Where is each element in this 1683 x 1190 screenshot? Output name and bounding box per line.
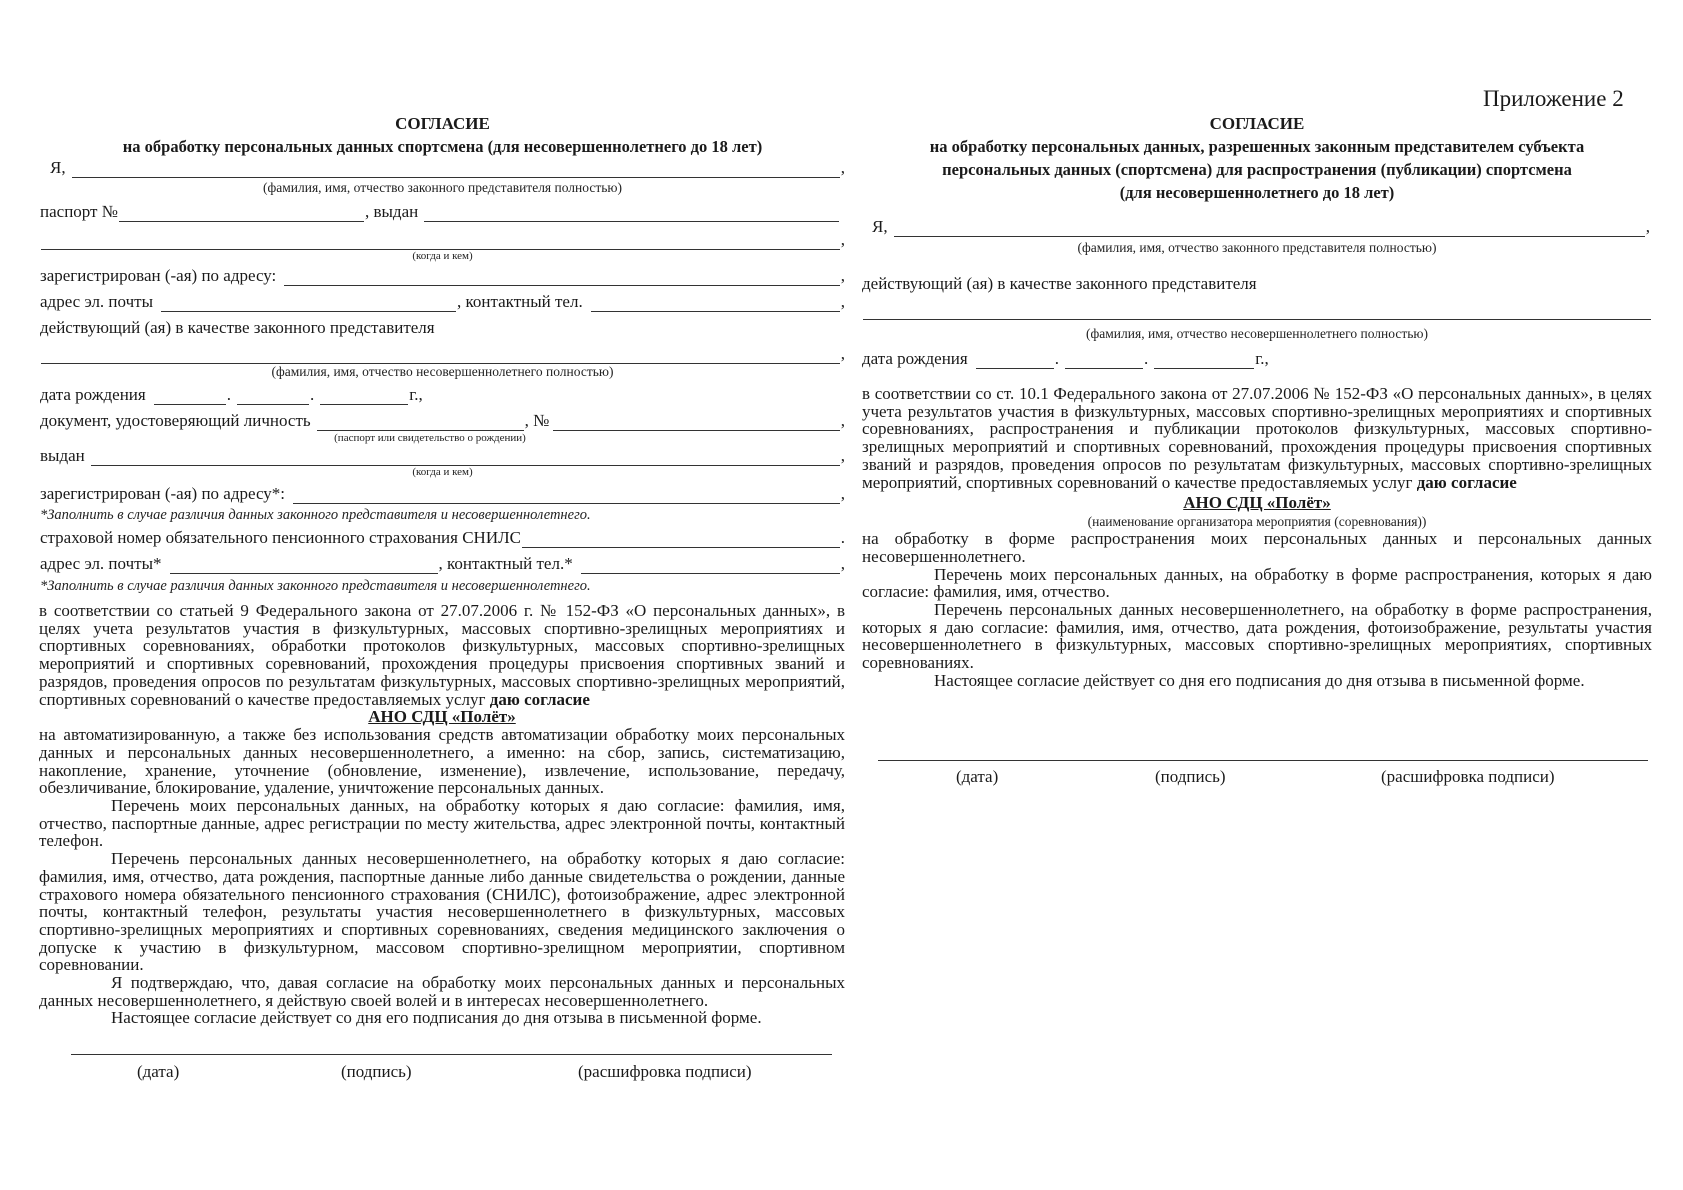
minor-name-field[interactable] bbox=[863, 304, 1651, 320]
left-body-confirmation: Я подтверждаю, что, давая согласие на обработку моих персональных данных и персональных данных несовершеннолетнего, я действую своей волей и в интересах несовершеннолетнего. bbox=[39, 973, 845, 1010]
right-minor-name-hint: (фамилия, имя, отчество несовершеннолетнего полностью) bbox=[1086, 326, 1428, 341]
birth-year-field[interactable] bbox=[1154, 353, 1254, 369]
email-label: адрес эл. почты bbox=[40, 292, 153, 311]
id-number-label: , № bbox=[524, 411, 550, 430]
issued-label: , выдан bbox=[364, 202, 419, 221]
left-body-purpose bbox=[39, 602, 845, 708]
right-body-my-data-list: Перечень моих персональных данных, на обработку в форме распространения, которых я даю согласие: фамилия, имя, отчество. bbox=[862, 564, 1652, 602]
year-suffix: г., bbox=[1255, 349, 1269, 368]
email-label-2: адрес эл. почты* bbox=[40, 554, 162, 573]
left-minor-address-row bbox=[40, 484, 845, 504]
birth-month-field[interactable] bbox=[237, 389, 309, 405]
fill-note-1: *Заполнить в случае различия данных законного представителя и несовершеннолетнего. bbox=[40, 507, 591, 523]
right-body-validity: Настоящее согласие действует со дня его подписания до дня отзыва в письменной форме. bbox=[934, 670, 1585, 690]
minor-registration-address-field[interactable] bbox=[293, 488, 840, 504]
right-acting-row bbox=[862, 274, 1652, 294]
purpose-text: в соответствии со ст. 10.1 Федерального закона от 27.07.2006 № 152-ФЗ «О персональных данных», в целях учета результатов участия в физкультурных, массовых спортивно-зрелищных мероприятиях и спортивных соревнованиях, распространения и публикации протоколов физкультурных, массовых спортивно-зрелищных мероприятий и спортивных соревнований, прохождения процедуры присвоения спортивных званий и разрядов, проведения опросов по результатам физкультурных, массовых спортивно-зрелищных мероприятий, спортивных соревнований о качестве предоставляемых услуг bbox=[862, 384, 1652, 492]
left-contact-row bbox=[40, 292, 845, 312]
comma: , bbox=[840, 266, 845, 285]
when-by-hint-2: (когда и кем) bbox=[412, 466, 473, 478]
comma: , bbox=[840, 484, 845, 503]
comma: , bbox=[840, 292, 845, 311]
minor-email-field[interactable] bbox=[170, 558, 438, 574]
passport-issued-when-by-field[interactable] bbox=[41, 234, 840, 250]
left-body-my-data-list: Перечень моих персональных данных, на обработку которых я даю согласие: фамилия, имя, отчество, паспортные данные, адрес регистрации по месту жительства, адрес электронной почты, контактный телефон. bbox=[39, 796, 845, 851]
id-document-label: документ, удостоверяющий личность bbox=[40, 411, 311, 430]
right-representative-name-hint: (фамилия, имя, отчество законного представителя полностью) bbox=[1077, 240, 1437, 255]
left-signature-line[interactable] bbox=[71, 1054, 832, 1055]
minor-name-field[interactable] bbox=[41, 348, 840, 364]
left-address-row bbox=[40, 266, 845, 286]
right-body bbox=[862, 385, 1652, 690]
birthdate-label: дата рождения bbox=[862, 349, 968, 368]
label: Я, bbox=[872, 217, 888, 236]
phone-field[interactable] bbox=[591, 296, 840, 312]
left-passport-issued-row2 bbox=[40, 230, 845, 250]
representative-name-field[interactable] bbox=[72, 162, 840, 178]
comma: , bbox=[840, 344, 845, 363]
representative-name-hint: (фамилия, имя, отчество законного представителя полностью) bbox=[262, 180, 622, 195]
acting-label: действующий (ая) в качестве законного представителя bbox=[40, 318, 435, 337]
passport-number-field[interactable] bbox=[119, 206, 364, 222]
left-body-minor-data-list: Перечень персональных данных несовершеннолетнего, на обработку которых я даю согласие: фамилия, имя, отчество, дата рождения, паспортные данные либо данные свидетельства о рождении, данные страхового номера обязательного пенсионного страхования (СНИЛС), фотоизображение, адрес электронной почты, контактный телефон, результаты участия несовершеннолетнего в физкультурных, массовых спортивно-зрелищных мероприятиях и спортивных соревнованиях, сведения медицинского заключения о допуске к участию в физкультурном, массовом спортивно-зрелищном мероприятии, спортивном соревновании. bbox=[39, 849, 845, 975]
left-minor-name-row bbox=[40, 344, 845, 364]
comma: , bbox=[840, 446, 845, 465]
left-signature-decode-label: (расшифровка подписи) bbox=[578, 1062, 752, 1081]
id-document-type-field[interactable] bbox=[317, 415, 524, 431]
left-minor-contact-row bbox=[40, 554, 845, 574]
left-signature-date-label: (дата) bbox=[137, 1062, 180, 1081]
registered-label-2: зарегистрирован (-ая) по адресу*: bbox=[40, 484, 286, 503]
left-body-validity: Настоящее согласие действует со дня его подписания до дня отзыва в письменной форме. bbox=[111, 1008, 762, 1028]
dot: . bbox=[309, 385, 315, 404]
left-passport-row bbox=[40, 202, 840, 222]
left-body-processing: на автоматизированную, а также без использования средств автоматизации обработку моих персональных данных и персональных данных несовершеннолетнего, а именно: на сбор, запись, систематизацию, накопление, хранение, уточнение (обновление, изменение), извлечение, использование, передачу, обезличивание, блокирование, удаление, уничтожение персональных данных. bbox=[39, 725, 845, 798]
id-document-hint: (паспорт или свидетельство о рождении) bbox=[334, 432, 526, 444]
phone-label-2: , контактный тел.* bbox=[438, 554, 573, 573]
right-birthdate-row bbox=[862, 349, 1362, 369]
right-signature-decode-label: (расшифровка подписи) bbox=[1381, 767, 1555, 786]
comma: , bbox=[840, 411, 845, 430]
right-body-minor-data-list: Перечень персональных данных несовершеннолетнего, на обработку в форме распространения, которых я даю согласие: фамилия, имя, отчество, дата рождения, фотоизображение, результаты участия несовершеннолетнего в физкультурных, массовых спортивно-зрелищных мероприятиях, спортивных соревнованиях. bbox=[862, 600, 1652, 673]
birth-month-field[interactable] bbox=[1065, 353, 1143, 369]
passport-label: паспорт № bbox=[40, 202, 118, 221]
left-body bbox=[39, 602, 845, 1027]
id-document-number-field[interactable] bbox=[553, 415, 839, 431]
left-organization-name: АНО СДЦ «Полёт» bbox=[368, 707, 516, 727]
left-representative-name-row bbox=[50, 158, 845, 178]
comma: , bbox=[1645, 217, 1650, 236]
representative-name-field[interactable] bbox=[894, 221, 1645, 237]
dot: . bbox=[1143, 349, 1149, 368]
comma: , bbox=[840, 230, 845, 249]
right-representative-name-row bbox=[872, 217, 1650, 237]
right-title: СОГЛАСИЕ bbox=[1209, 114, 1305, 133]
birthdate-label: дата рождения bbox=[40, 385, 146, 404]
fill-note-2: *Заполнить в случае различия данных законного представителя и несовершеннолетнего. bbox=[40, 578, 591, 594]
dot: . bbox=[226, 385, 231, 404]
right-organization-hint: (наименование организатора мероприятия (соревнования)) bbox=[1087, 514, 1427, 530]
left-title: СОГЛАСИЕ bbox=[395, 114, 490, 133]
comma: , bbox=[840, 158, 845, 177]
right-signature-date-label: (дата) bbox=[956, 767, 999, 786]
registered-label: зарегистрирован (-ая) по адресу: bbox=[40, 266, 277, 285]
birth-year-field[interactable] bbox=[320, 389, 408, 405]
minor-name-hint: (фамилия, имя, отчество несовершеннолетнего полностью) bbox=[271, 364, 614, 379]
registration-address-field[interactable] bbox=[284, 270, 839, 286]
year-suffix: г., bbox=[409, 385, 423, 404]
acting-label: действующий (ая) в качестве законного представителя bbox=[862, 274, 1257, 293]
birth-day-field[interactable] bbox=[976, 353, 1054, 369]
phone-label: , контактный тел. bbox=[457, 292, 583, 311]
label: Я, bbox=[50, 158, 66, 177]
left-birthdate-row bbox=[40, 385, 540, 405]
right-body-distribution: на обработку в форме распространения моих персональных данных и персональных данных несовершеннолетнего. bbox=[862, 529, 1652, 566]
issued-label: выдан bbox=[40, 446, 85, 465]
right-body-purpose bbox=[862, 385, 1652, 491]
consent-phrase: даю согласие bbox=[1416, 472, 1517, 492]
left-id-document-row bbox=[40, 411, 845, 431]
when-by-hint: (когда и кем) bbox=[412, 250, 473, 262]
right-signature-sign-label: (подпись) bbox=[1155, 767, 1226, 786]
snils-label: страховой номер обязательного пенсионного страхования СНИЛС bbox=[40, 528, 521, 547]
right-subtitle-line-1: на обработку персональных данных, разрешенных законным представителем субъекта bbox=[929, 137, 1585, 156]
period: . bbox=[840, 528, 845, 547]
right-subtitle-line-3: (для несовершеннолетнего до 18 лет) bbox=[1119, 183, 1395, 202]
left-acting-row bbox=[40, 318, 845, 338]
left-signature-sign-label: (подпись) bbox=[341, 1062, 412, 1081]
appendix-label: Приложение 2 bbox=[1483, 86, 1624, 111]
left-subtitle: на обработку персональных данных спортсмена (для несовершеннолетнего до 18 лет) bbox=[122, 137, 763, 156]
left-id-issued-row bbox=[40, 446, 845, 466]
snils-field[interactable] bbox=[522, 532, 840, 548]
email-field[interactable] bbox=[161, 296, 456, 312]
purpose-text: в соответствии со статьей 9 Федерального закона от 27.07.2006 г. № 152-ФЗ «О персональных данных», в целях учета результатов участия в физкультурных, массовых спортивно-зрелищных мероприятиях и спортивных соревнованиях, обработки протоколов физкультурных, массовых спортивно-зрелищных мероприятий и спортивных соревнований, прохождения процедуры присвоения спортивных званий и разрядов, проведения опросов по результатам физкультурных, массовых спортивно-зрелищных мероприятий, спортивных соревнований о качестве предоставляемых услуг bbox=[39, 601, 845, 709]
consent-phrase: даю согласие bbox=[489, 689, 590, 709]
comma: , bbox=[840, 554, 845, 573]
passport-issued-field[interactable] bbox=[424, 206, 839, 222]
right-organization-name: АНО СДЦ «Полёт» bbox=[1183, 493, 1331, 513]
dot: . bbox=[1054, 349, 1059, 368]
minor-phone-field[interactable] bbox=[581, 558, 840, 574]
id-document-issued-field[interactable] bbox=[91, 450, 840, 466]
right-minor-name-row bbox=[862, 304, 1652, 320]
right-signature-line[interactable] bbox=[878, 760, 1648, 761]
left-snils-row bbox=[40, 528, 845, 548]
right-subtitle-line-2: персональных данных (спортсмена) для распространения (публикации) спортсмена bbox=[942, 160, 1572, 179]
birth-day-field[interactable] bbox=[154, 389, 226, 405]
